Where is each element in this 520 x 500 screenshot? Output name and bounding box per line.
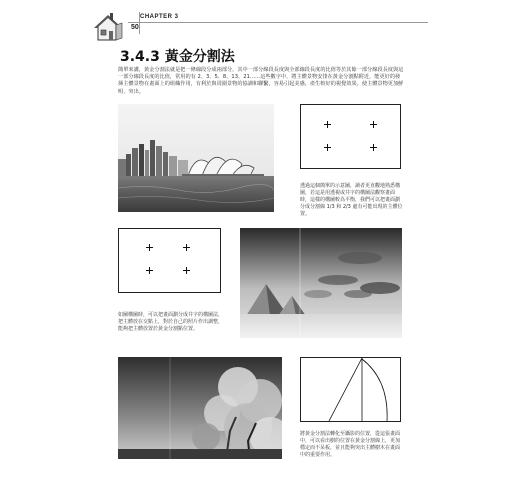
golden-spiral-diagram: [300, 357, 401, 422]
grid-caption: 透過這個簡單的示意圖，讀者更直觀地熟悉構圖，若這是用透視或井字的構圖法觀察畫面時，這樣的構圖較為平衡，我們可以把畫面劃分成分割線 1/3 和 2/3 處有可能出現的主體位置。: [300, 183, 403, 217]
cross-marker: [324, 121, 331, 128]
thirds-diagram: [300, 104, 401, 169]
cross-marker: [146, 244, 153, 251]
cross-marker: [183, 267, 190, 274]
page-number: 50: [131, 24, 139, 31]
house-icon: [92, 10, 128, 46]
chapter-label: CHAPTER 3: [140, 14, 179, 20]
cross-marker: [324, 144, 331, 151]
header-divider: [128, 22, 428, 23]
section-number: 3.4.3: [120, 49, 160, 65]
cross-marker: [370, 144, 377, 151]
pyramid-caption: 如圖構圖時，可以把畫面劃分成井字的構圖法，把主體放在交點上，對於自己的照片作出調整，能夠把主體放置於黃金分割點位置。: [118, 312, 224, 332]
pyramid-photo: [240, 228, 402, 338]
tree-photo: [118, 357, 282, 459]
intro-paragraph: 簡單來講，黃金分割法就是把一條線段分成兩部分，其中一部分線段長度與全部線段長度的比值等於其餘一部分線段長度與這一部分線段長度的比值，常用的有 2、3、5、8、13、21……這些數字中，將主體景物安排在黃金分割點附近，能更好的發揮主體景物在畫面上的組織作用，有利於與周圍景物的協調和聯繫，容易引起美感，產生較好的視覺效果，使主體景物更加鮮明、突出。: [118, 67, 404, 95]
section-heading: [120, 46, 235, 66]
cross-marker: [146, 267, 153, 274]
cross-marker: [183, 244, 190, 251]
spiral-caption: 將黃金分割法轉化至攝影的位置，從這張畫面中，可以看出樹的位置在黃金分割線上，更加穩定而不呆板，並且能夠突出主體樹木在畫面中的重要作用。: [300, 431, 401, 458]
thirds-diagram-2: [118, 228, 221, 293]
section-title-text: 黃金分割法: [164, 49, 235, 65]
cross-marker: [370, 121, 377, 128]
opera-house-photo: [118, 104, 274, 212]
